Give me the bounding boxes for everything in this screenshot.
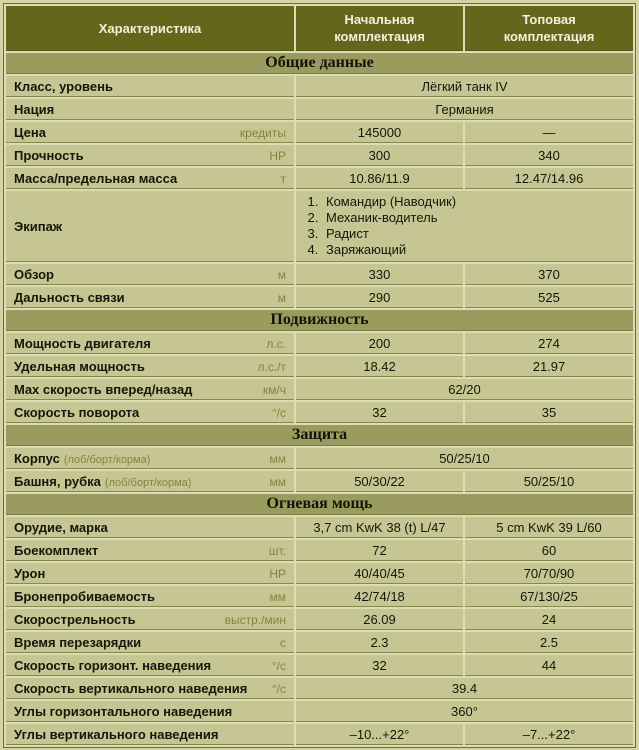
stat-label: Скорость горизонт. наведения (14, 657, 212, 673)
stat-row (6, 287, 633, 308)
stat-unit: HP (269, 148, 286, 163)
stat-label-cell (6, 333, 294, 354)
stat-row (6, 99, 633, 120)
stat-label-cell (6, 540, 294, 561)
section-title: Защита (6, 425, 633, 446)
crew-item: 2. Механик-водитель (322, 210, 625, 226)
stat-label: Углы горизонтального наведения (14, 703, 233, 719)
stat-value-span: 39.4 (296, 678, 633, 699)
stat-value-initial: 3,7 cm KwK 38 (t) L/47 (296, 517, 463, 538)
stat-unit: °/с (271, 405, 286, 420)
stat-row (6, 563, 633, 584)
section-title: Общие данные (6, 53, 633, 74)
stat-value-top: –7...+22° (465, 724, 633, 745)
stat-label-note: (лоб/борт/корма) (104, 476, 192, 489)
col-header-top-config: Топовая комплектация (465, 6, 633, 51)
stat-row (6, 145, 633, 166)
section-title: Подвижность (6, 310, 633, 331)
stat-label-cell (6, 402, 294, 423)
stat-value-initial: 330 (296, 264, 463, 285)
stat-value-initial: 50/30/22 (296, 471, 463, 492)
stat-value-top: — (465, 122, 633, 143)
stat-label: Удельная мощность (14, 358, 145, 374)
stat-label-cell (6, 586, 294, 607)
stat-row (6, 76, 633, 97)
stat-label: Бронепробиваемость (14, 588, 155, 604)
crew-list-cell (296, 191, 633, 262)
section-general (6, 53, 633, 74)
stat-label: Урон (14, 565, 46, 581)
stat-label-cell (6, 678, 294, 699)
stat-unit: мм (269, 451, 286, 466)
stat-label-cell (6, 563, 294, 584)
stat-label-cell (6, 471, 294, 492)
stat-value-initial: –10...+22° (296, 724, 463, 745)
stat-unit: л.с. (266, 336, 286, 351)
stat-row (6, 402, 633, 423)
section-title: Огневая мощь (6, 494, 633, 515)
stat-row (6, 448, 633, 469)
stat-unit: км/ч (262, 382, 286, 397)
stat-value-span: 62/20 (296, 379, 633, 400)
stat-row (6, 724, 633, 745)
section-armor (6, 425, 633, 446)
stat-unit: °/с (271, 681, 286, 696)
stat-label: Нация (14, 101, 55, 117)
stat-label: Обзор (14, 266, 54, 282)
section-firepower (6, 494, 633, 515)
stat-label-cell (6, 517, 294, 538)
stat-label: Max скорость вперед/назад (14, 381, 193, 397)
stat-value-top: 35 (465, 402, 633, 423)
stat-label: Скорострельность (14, 611, 136, 627)
stat-value-top: 67/130/25 (465, 586, 633, 607)
stat-row (6, 333, 633, 354)
stat-row (6, 517, 633, 538)
stat-row (6, 678, 633, 699)
stat-unit: HP (269, 566, 286, 581)
stat-value-top: 44 (465, 655, 633, 676)
stat-label: Углы вертикального наведения (14, 726, 219, 742)
stat-value-initial: 72 (296, 540, 463, 561)
stat-value-span: Лёгкий танк IV (296, 76, 633, 97)
stat-value-top: 5 cm KwK 39 L/60 (465, 517, 633, 538)
stat-row (6, 379, 633, 400)
stat-unit: °/с (271, 658, 286, 673)
stat-label: Масса/предельная масса (14, 170, 178, 186)
stat-value-initial: 32 (296, 655, 463, 676)
stat-label-cell (6, 356, 294, 377)
stat-row (6, 264, 633, 285)
col-header-initial-config: Начальная комплектация (296, 6, 463, 51)
stat-unit: т (280, 171, 286, 186)
stat-value-top: 2.5 (465, 632, 633, 653)
stat-value-top: 70/70/90 (465, 563, 633, 584)
stat-label-cell (6, 264, 294, 285)
stat-label-cell (6, 609, 294, 630)
stat-value-initial: 200 (296, 333, 463, 354)
stat-unit: мм (269, 589, 286, 604)
stat-row (6, 471, 633, 492)
stat-label-cell (6, 379, 294, 400)
stat-row (6, 586, 633, 607)
stat-label: Цена (14, 124, 46, 140)
stat-row (6, 122, 633, 143)
stat-label: Скорость вертикального наведения (14, 680, 248, 696)
stat-unit: м (277, 267, 286, 282)
stat-value-top: 60 (465, 540, 633, 561)
stat-value-top: 24 (465, 609, 633, 630)
stat-label: Класс, уровень (14, 78, 113, 94)
stat-label: Экипаж (14, 218, 63, 234)
stat-unit: мм (269, 474, 286, 489)
stat-value-initial: 40/40/45 (296, 563, 463, 584)
section-mobility (6, 310, 633, 331)
stat-label: Скорость поворота (14, 404, 140, 420)
crew-item: 1. Командир (Наводчик) (322, 194, 625, 210)
stat-value-top: 370 (465, 264, 633, 285)
stat-label-cell (6, 99, 294, 120)
stat-row (6, 540, 633, 561)
stat-value-span: Германия (296, 99, 633, 120)
stat-unit: м (277, 290, 286, 305)
stat-value-initial: 145000 (296, 122, 463, 143)
stat-value-span: 360° (296, 701, 633, 722)
stat-value-initial: 18.42 (296, 356, 463, 377)
stat-row (6, 168, 633, 189)
stat-label-note: (лоб/борт/корма) (63, 453, 151, 466)
stat-value-span: 50/25/10 (296, 448, 633, 469)
stat-label-cell (6, 168, 294, 189)
stat-label-cell (6, 191, 294, 262)
stat-label-cell (6, 724, 294, 745)
stat-value-initial: 10.86/11.9 (296, 168, 463, 189)
stat-label: Дальность связи (14, 289, 125, 305)
vehicle-stats-table (3, 3, 636, 748)
stat-label: Время перезарядки (14, 634, 142, 650)
stat-label: Орудие, марка (14, 519, 108, 535)
stat-label-cell (6, 145, 294, 166)
stat-unit: шт. (268, 543, 286, 558)
stat-value-top: 340 (465, 145, 633, 166)
table-header-row (6, 6, 633, 51)
stat-row (6, 632, 633, 653)
stat-label-cell (6, 632, 294, 653)
stat-value-initial: 300 (296, 145, 463, 166)
stat-value-initial: 26.09 (296, 609, 463, 630)
stat-label: Корпус (14, 450, 60, 466)
stat-unit: л.с./т (257, 359, 286, 374)
stat-label: Боекомплект (14, 542, 99, 558)
stat-unit: кредиты (239, 125, 286, 140)
stat-label-cell (6, 655, 294, 676)
stat-label-cell (6, 448, 294, 469)
stat-label: Мощность двигателя (14, 335, 151, 351)
stat-unit: выстр./мин (224, 612, 286, 627)
stat-value-top: 12.47/14.96 (465, 168, 633, 189)
col-header-characteristic: Характеристика (6, 6, 294, 51)
stat-value-top: 21.97 (465, 356, 633, 377)
crew-list (322, 194, 625, 258)
stat-value-initial: 2.3 (296, 632, 463, 653)
stat-value-top: 50/25/10 (465, 471, 633, 492)
stat-value-initial: 290 (296, 287, 463, 308)
stat-value-initial: 32 (296, 402, 463, 423)
stat-row (6, 609, 633, 630)
crew-item: 4. Заряжающий (322, 242, 625, 258)
stat-value-top: 274 (465, 333, 633, 354)
stat-value-top: 525 (465, 287, 633, 308)
stat-label-cell (6, 122, 294, 143)
stat-label: Прочность (14, 147, 84, 163)
stat-row (6, 356, 633, 377)
crew-row (6, 191, 633, 262)
stat-unit: с (280, 635, 286, 650)
stat-label-cell (6, 287, 294, 308)
crew-item: 3. Радист (322, 226, 625, 242)
stat-value-initial: 42/74/18 (296, 586, 463, 607)
stat-label: Башня, рубка (14, 473, 101, 489)
stat-label-cell (6, 701, 294, 722)
stat-label-cell (6, 76, 294, 97)
stat-row (6, 701, 633, 722)
stat-row (6, 655, 633, 676)
